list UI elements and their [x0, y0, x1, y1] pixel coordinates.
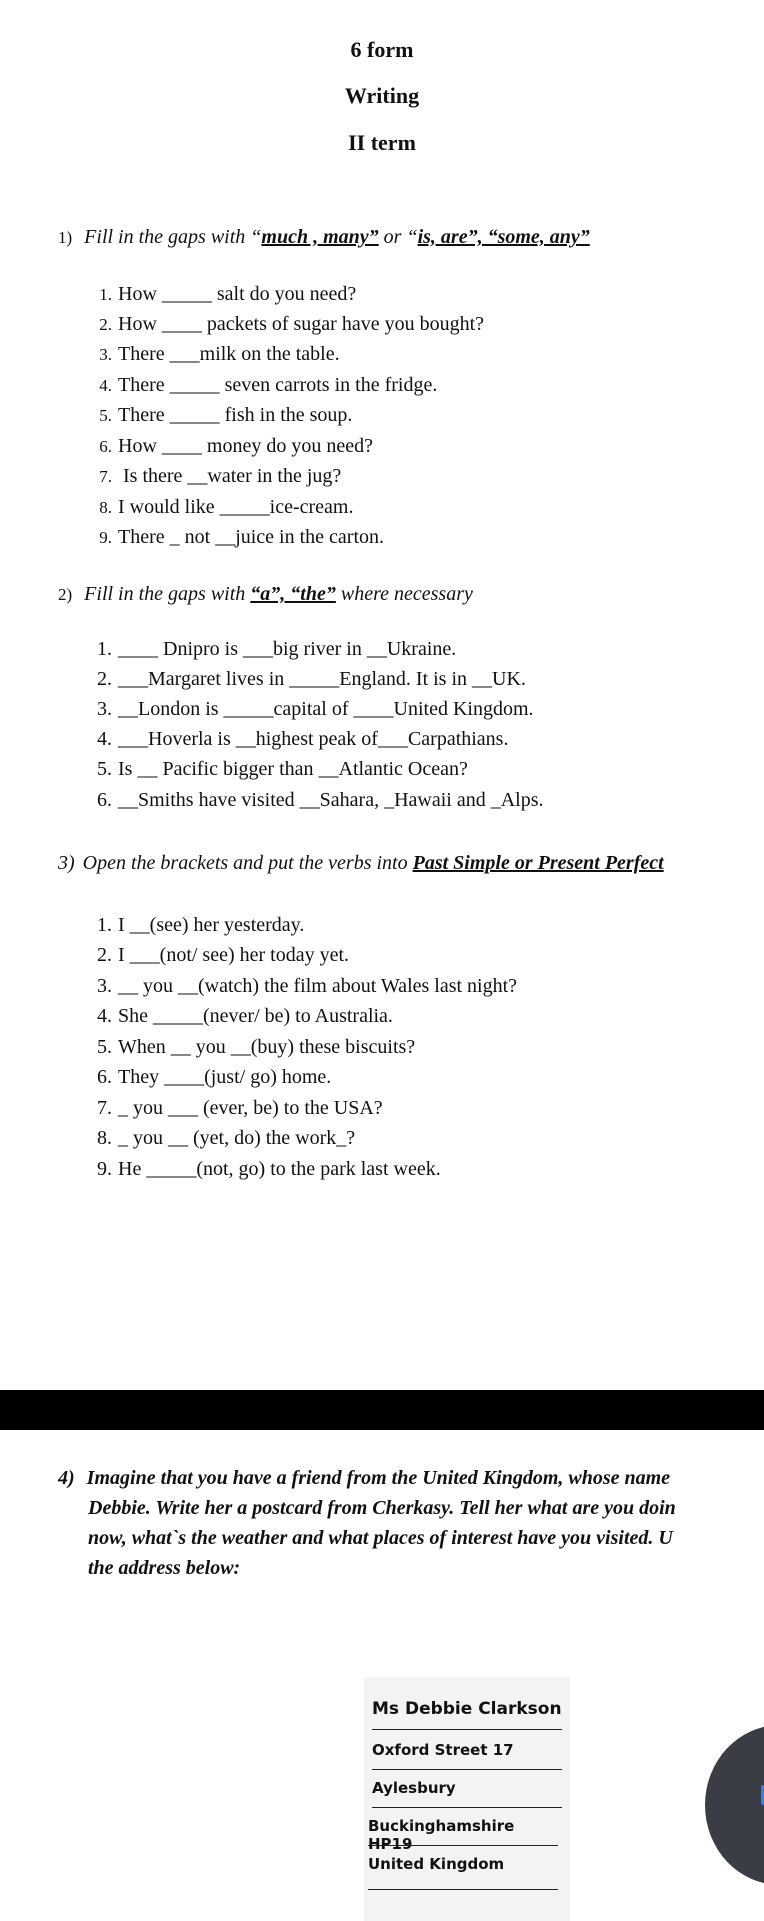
instruction-text: Open the brackets and put the verbs into	[82, 852, 413, 874]
item-number: 7.	[97, 1097, 112, 1119]
item-text: I ___(not/ see) her today yet.	[118, 944, 350, 966]
item-number: 2.	[97, 668, 112, 690]
item-number: 4.	[97, 728, 112, 750]
exercise-item	[82, 283, 356, 306]
task-1-instruction	[58, 226, 590, 249]
item-number: 2.	[99, 315, 112, 334]
item-text: They ____(just/ go) home.	[118, 1066, 332, 1088]
instruction-emphasis: much , many”	[261, 226, 379, 248]
item-text: There _____ seven carrots in the fridge.	[118, 374, 438, 396]
instruction-text: or “	[378, 226, 418, 248]
instruction-line	[58, 1463, 764, 1493]
item-number: 8.	[99, 498, 112, 517]
item-number: 3.	[99, 345, 112, 364]
task-2-instruction	[58, 583, 473, 606]
item-text: ____ Dnipro is ___big river in __Ukraine.	[118, 638, 457, 660]
exercise-item	[82, 698, 534, 721]
item-text: When __ you __(buy) these biscuits?	[118, 1036, 416, 1058]
item-text: There _ not __juice in the carton.	[118, 526, 385, 548]
exercise-item	[82, 728, 508, 751]
floating-action-button[interactable]	[705, 1725, 764, 1885]
item-text: There _____ fish in the soup.	[118, 404, 353, 426]
item-number: 1.	[97, 914, 112, 936]
exercise-item	[82, 404, 352, 427]
item-text: How ____ packets of sugar have you bought?	[118, 313, 485, 335]
item-text: How ____ money do you need?	[118, 435, 373, 457]
task-4-instruction	[58, 1463, 764, 1583]
address-name: Ms Debbie Clarkson	[372, 1699, 562, 1730]
exercise-item	[82, 526, 384, 549]
address-country: United Kingdom	[368, 1855, 558, 1890]
item-number: 6.	[97, 1066, 112, 1088]
item-number: 9.	[99, 528, 112, 547]
item-number: 1.	[99, 285, 112, 304]
instruction-emphasis: Past Simple or Present Perfect	[412, 852, 664, 874]
item-number: 5.	[97, 758, 112, 780]
exercise-item	[82, 638, 456, 661]
exercise-item	[82, 1036, 415, 1059]
item-text: I __(see) her yesterday.	[118, 914, 305, 936]
item-text: How _____ salt do you need?	[118, 283, 357, 305]
item-text: ___Hoverla is __highest peak of___Carpathians.	[118, 728, 509, 750]
item-text: There ___milk on the table.	[118, 343, 340, 365]
exercise-item	[82, 435, 373, 458]
page-separator-bar	[0, 1390, 764, 1430]
item-number: 7.	[99, 467, 112, 486]
form-heading: 6 form	[350, 37, 414, 62]
task-number: 4)	[58, 1467, 75, 1489]
item-text: __ you __(watch) the film about Wales last night?	[118, 975, 518, 997]
instruction-text: Fill in the gaps with	[84, 583, 251, 605]
task-3-instruction	[58, 852, 664, 875]
instruction-text: where necessary	[335, 583, 473, 605]
exercise-item	[82, 496, 353, 519]
item-text: _ you __ (yet, do) the work_?	[118, 1127, 356, 1149]
task-number: 3)	[58, 852, 75, 874]
instruction-emphasis: is, are”, “some, any”	[417, 226, 590, 248]
exercise-item	[82, 789, 544, 812]
task-number: 1)	[58, 228, 73, 247]
instruction-emphasis: “a”, “the”	[250, 583, 336, 605]
exercise-item	[82, 1097, 383, 1120]
exercise-item	[82, 313, 484, 336]
item-number: 4.	[99, 376, 112, 395]
exercise-item	[82, 1158, 441, 1181]
item-number: 6.	[99, 437, 112, 456]
exercise-item	[82, 465, 341, 488]
instruction-text: Fill in the gaps with “	[84, 226, 262, 248]
exercise-item	[82, 914, 304, 937]
subject-heading: Writing	[344, 83, 420, 108]
exercise-item	[82, 374, 437, 397]
item-text: She _____(never/ be) to Australia.	[118, 1005, 393, 1027]
item-text: Is there __water in the jug?	[118, 465, 342, 487]
item-text: __Smiths have visited __Sahara, _Hawaii and _Alps.	[118, 789, 544, 811]
item-number: 5.	[97, 1036, 112, 1058]
exercise-item	[82, 944, 349, 967]
item-text: __London is _____capital of ____United Kingdom.	[118, 698, 534, 720]
item-number: 4.	[97, 1005, 112, 1027]
item-number: 6.	[97, 789, 112, 811]
term-heading: II term	[348, 130, 416, 155]
instruction-line: Debbie. Write her a postcard from Cherkasy. Tell her what are you doin	[88, 1497, 676, 1519]
item-text: _ you ___ (ever, be) to the USA?	[118, 1097, 383, 1119]
instruction-line: the address below:	[88, 1557, 241, 1579]
task-number: 2)	[58, 585, 73, 604]
item-number: 9.	[97, 1158, 112, 1180]
exercise-item	[82, 975, 517, 998]
item-number: 1.	[97, 638, 112, 660]
instruction-line: now, what`s the weather and what places of interest have you visited. U	[88, 1527, 673, 1549]
item-text: Is __ Pacific bigger than __Atlantic Ocean?	[118, 758, 468, 780]
item-number: 8.	[97, 1127, 112, 1149]
exercise-item	[82, 668, 526, 691]
address-card	[364, 1677, 570, 1921]
item-number: 5.	[99, 406, 112, 425]
exercise-item	[82, 1066, 331, 1089]
item-number: 2.	[97, 944, 112, 966]
exercise-item	[82, 1127, 355, 1150]
item-text: ___Margaret lives in _____England. It is in __UK.	[118, 668, 526, 690]
address-town: Aylesbury	[372, 1779, 562, 1808]
instruction-text: Imagine that you have a friend from the United Kingdom, whose name	[86, 1467, 671, 1489]
item-text: I would like _____ice-cream.	[118, 496, 354, 518]
item-number: 3.	[97, 975, 112, 997]
item-number: 3.	[97, 698, 112, 720]
exercise-item	[82, 1005, 393, 1028]
address-county: Buckinghamshire HP19	[368, 1817, 558, 1846]
item-text: He _____(not, go) to the park last week.	[118, 1158, 441, 1180]
address-street: Oxford Street 17	[372, 1741, 562, 1770]
exercise-item	[82, 758, 468, 781]
exercise-item	[82, 343, 340, 366]
